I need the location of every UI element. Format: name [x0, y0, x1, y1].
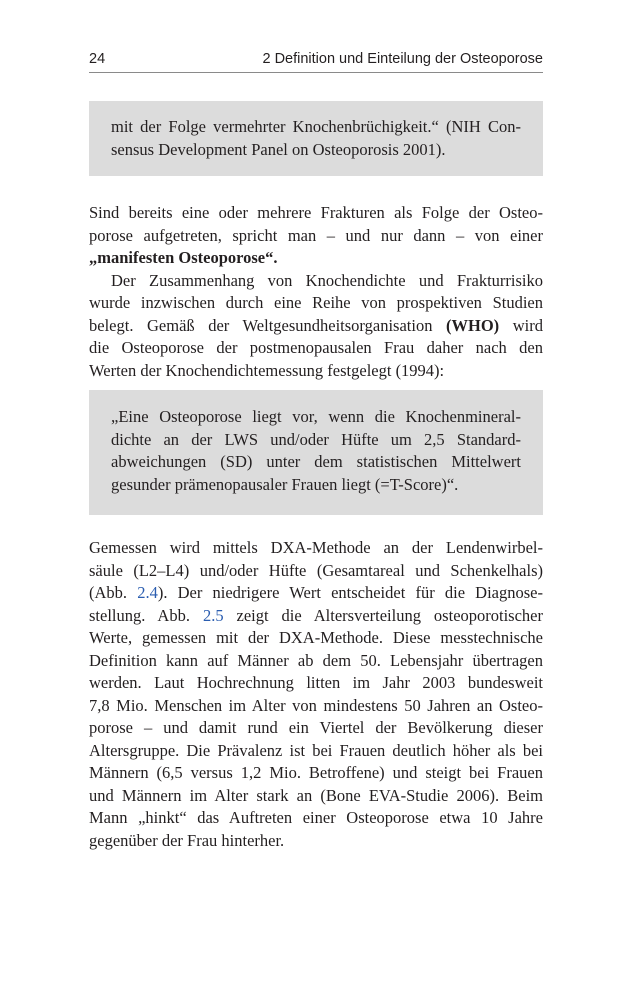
quote-line: mit der Folge vermehrter Knochenbrüchigkeit.“ (NIH Con-: [111, 117, 521, 136]
text-line: porose aufgetreten, spricht man – und nur dann – von einer: [89, 225, 543, 245]
quote-box-nih: [89, 101, 543, 176]
text-line: wurde inzwischen durch eine Reihe von prospektiven Studien: [89, 293, 543, 312]
text-line: die Osteoporose der postmenopausalen Frau daher nach den: [89, 338, 543, 357]
text-fragment: stellung. Abb.: [89, 605, 203, 625]
text-line: werden. Laut Hochrechnung litten im Jahr 2003 bundesweit: [89, 673, 543, 692]
text-line: Der Zusammenhang von Knochendichte und Frakturrisiko: [111, 270, 543, 290]
text-line: Altersgruppe. Die Prävalenz ist bei Frauen deutlich höher als bei: [89, 740, 543, 760]
page-number: 24: [89, 51, 106, 67]
text-line: und Männern im Alter stark an (Bone EVA-Studie 2006). Beim: [89, 785, 543, 805]
body-text-upper: [89, 202, 543, 382]
text-line: Männern (6,5 versus 1,2 Mio. Betroffene) und steigt bei Frauen: [89, 763, 543, 782]
quote-box-who-definition: [89, 390, 543, 515]
text-line: Werte, gemessen mit der DXA-Methode. Diese messtechnische: [89, 628, 543, 647]
text-line: Werten der Knochendichtemessung festgelegt (1994):: [89, 360, 445, 380]
text-line: [89, 582, 543, 605]
quote-line: gesunder prämenopausaler Frauen liegt (=T-Score)“.: [111, 474, 459, 494]
text-line: Mann „hinkt“ das Auftreten einer Osteoporose etwa 10 Jahre: [89, 808, 543, 827]
bold-term-who: (WHO): [446, 315, 500, 335]
text-fragment: ). Der niedrigere Wert entscheidet für die Diagnose-: [157, 583, 543, 602]
quote-line: sensus Development Panel on Osteoporosis 2001).: [111, 139, 446, 159]
body-text-lower: [89, 537, 543, 852]
text-line: [89, 315, 543, 338]
text-fragment: zeigt die Altersverteilung osteoporotischer: [223, 605, 543, 625]
quote-line: „Eine Osteoporose liegt vor, wenn die Knochenmineral-: [111, 407, 521, 426]
running-header: [89, 50, 543, 73]
bold-term-manifest-osteoporosis: „manifesten Osteoporose“.: [89, 248, 278, 267]
figure-link-2-5[interactable]: 2.5: [202, 605, 224, 625]
text-line: gegenüber der Frau hinterher.: [89, 830, 285, 850]
chapter-title: 2 Definition und Einteilung der Osteoporose: [262, 51, 543, 67]
text-line: Sind bereits eine oder mehrere Frakturen als Folge der Osteo-: [89, 203, 543, 222]
quote-line: abweichungen (SD) unter dem statistischen Mittelwert: [111, 452, 521, 471]
text-fragment: wird: [499, 315, 543, 335]
text-fragment: belegt. Gemäß der Weltgesundheitsorganisation: [89, 315, 447, 335]
quote-line: dichte an der LWS und/oder Hüfte um 2,5 Standard-: [111, 429, 521, 449]
text-line: porose – und damit rund ein Viertel der Bevölkerung dieser: [89, 718, 543, 737]
text-line: [89, 605, 543, 628]
text-line: Gemessen wird mittels DXA-Methode an der Lendenwirbel-: [89, 538, 543, 557]
figure-link-2-4[interactable]: 2.4: [137, 583, 158, 602]
text-line: säule (L2–L4) und/oder Hüfte (Gesamtareal und Schenkelhals): [89, 560, 543, 580]
text-line: Definition kann auf Männer ab dem 50. Lebensjahr übertragen: [89, 650, 543, 670]
text-line: 7,8 Mio. Menschen im Alter von mindestens 50 Jahren an Osteo-: [89, 695, 543, 715]
text-fragment: (Abb.: [89, 583, 138, 602]
